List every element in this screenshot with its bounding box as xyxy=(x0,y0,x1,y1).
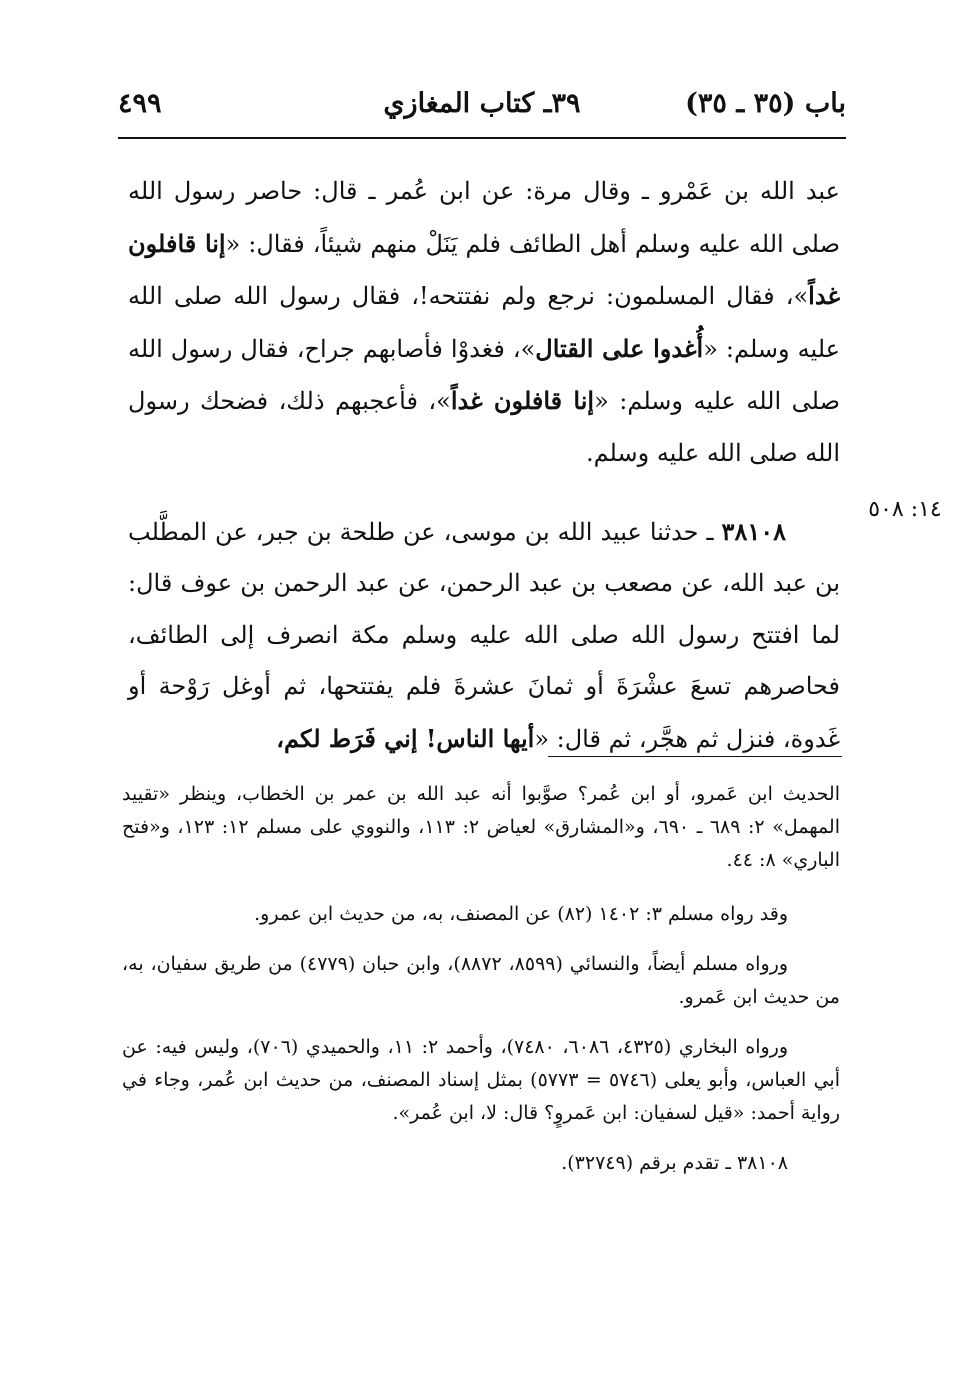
footnote: ورواه البخاري (٤٣٢٥، ٦٠٨٦، ٧٤٨٠)، وأحمد ٢: ١١، والحميدي (٧٠٦)، وليس فيه: عن أبي العباس، وأبو يعلى (٥٧٤٦ = ٥٧٧٣) بمثل إسناد المصنف، من حديث ابن عُمر، وجاء في رواية أحمد: «قيل لسفيان: ابن عَمروٍ؟ قال: لا، ابن عُمر». xyxy=(122,1036,840,1124)
header-rule xyxy=(118,137,846,139)
hadith-quote: إنا قافلون غداً xyxy=(128,228,840,311)
hadith-quote: إنا قافلون غداً xyxy=(450,386,595,416)
text-segment: عبد الله بن عَمْرو ـ وقال مرة: عن ابن عُمر ـ قال: حاصر رسول الله صلى الله عليه وسلم أهل الطائف فلم يَنَلْ منهم شيئاً، فقال: « xyxy=(128,177,840,258)
hadith-quote: أُغدوا على القتال xyxy=(535,333,704,363)
margin-reference: ١٤: ٥٠٨ xyxy=(868,497,942,522)
hadith-paragraph xyxy=(128,506,840,766)
footnote: وقد رواه مسلم ٣: ١٤٠٢ (٨٢) عن المصنف، به، من حديث ابن عمرو. xyxy=(254,903,788,925)
hadith-quote: أيها الناس! إني فَرَط لكم، xyxy=(276,723,535,753)
footnote: ورواه مسلم أيضاً، والنسائي (٨٥٩٩، ٨٨٧٢)، وابن حبان (٤٧٧٩) من طريق سفيان، به، من حديث ابن عَمرو. xyxy=(122,953,840,1008)
text-segment: »، فغدوْا فأصابهم جراح، فقال رسول الله صلى الله عليه وسلم: « xyxy=(128,334,840,416)
footnote: الحديث ابن عَمرو، أو ابن عُمر؟ صوَّبوا أنه عبد الله بن عمر بن الخطاب، وينظر «تقييد المهمل» ٢: ٦٨٩ ـ ٦٩٠، و«المشارق» لعياض ٢: ١١٣، والنووي على مسلم ١٢: ١٢٣، و«فتح الباري» ٨: ٤٤. xyxy=(122,783,841,871)
footnotes xyxy=(122,778,840,1197)
page-header xyxy=(118,78,846,134)
page-number: ٤٩٩ xyxy=(118,88,162,119)
text-segment: »، فقال المسلمون: نرجع ولم نفتتحه!، فقال رسول الله صلى الله عليه وسلم: « xyxy=(128,282,840,363)
chapter-heading: باب (٣٥ ـ ٣٥) xyxy=(685,88,846,119)
book-title: ٣٩ـ كتاب المغازي xyxy=(383,88,581,119)
text-segment: »، فأعجبهم ذلك، فضحك رسول الله صلى الله عليه وسلم. xyxy=(128,387,840,467)
paragraph-continued xyxy=(128,166,840,480)
main-text xyxy=(128,166,840,766)
footnote: ٣٨١٠٨ ـ تقدم برقم (٣٢٧٤٩). xyxy=(561,1152,788,1174)
text-segment: ـ حدثنا عبيد الله بن موسى، عن طلحة بن جبر، عن المطَّلب بن عبد الله، عن مصعب بن عبد الرحمن، عن عبد الرحمن بن عوف قال: لما افتتح رسول الله صلى الله عليه وسلم مكة انصرف إلى الطائف، فحاصرهم تسعَ عشْرَةَ أو ثمانَ عشرةَ فلم يفتتحها، ثم أوغل رَوْحة أو غَدوة، فنزل ثم هجَّر، ثم قال: « xyxy=(128,517,840,753)
footnote-rule xyxy=(548,756,842,757)
hadith-number: ٣٨١٠٨ xyxy=(721,516,786,546)
